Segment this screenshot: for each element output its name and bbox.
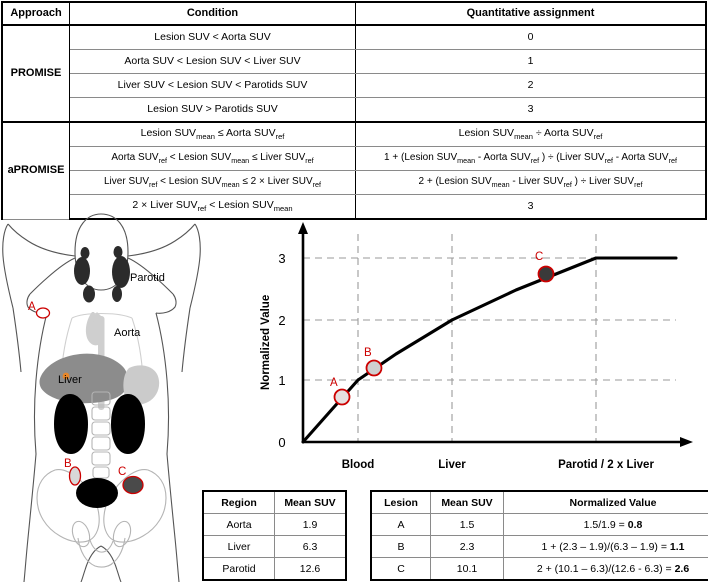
table-row: [2, 171, 706, 195]
assignment-cell: 1 + (Lesion $SUV_{mean}$ - Aorta $SUV_{ref}$ ) ÷ (Liver $SUV_{ref}$ - Aorta $SUV_{ref}$: [356, 147, 707, 171]
table-header-row: [203, 491, 346, 514]
assignment-cell: 3: [356, 195, 707, 220]
condition-cell: Aorta SUV < Lesion SUV < Liver SUV: [70, 50, 356, 74]
table-row: [371, 514, 708, 536]
data-point-label-a: A: [330, 377, 338, 389]
table-row: [203, 536, 346, 558]
table-header-row: [371, 491, 708, 514]
lesion-suv-cell: 10.1: [431, 558, 504, 581]
approach-label-apromise: aPROMISE: [2, 122, 70, 219]
promise-criteria-table: [1, 1, 707, 220]
region-name-cell: Aorta: [203, 514, 275, 536]
aorta-label: Aorta: [114, 327, 141, 339]
condition-cell: Liver SUV < Lesion SUV < Parotids SUV: [70, 74, 356, 98]
header-lesion: Lesion: [371, 491, 431, 514]
table-row: [203, 514, 346, 536]
lesion-label-a: A: [28, 301, 36, 313]
x-tick-label-liver: Liver: [438, 459, 466, 471]
lesion-normalized-cell: 2 + (10.1 – 6.3)/(12.6 - 6.3) = 2.6: [504, 558, 708, 581]
region-suv-cell: 1.9: [275, 514, 347, 536]
data-point-b: [367, 361, 382, 376]
assignment-cell: 2 + (Lesion $SUV_{mean}$ - Liver $SUV_{ref}$ ) ÷ Liver $SUV_{ref}$: [356, 171, 707, 195]
header-normalized-value: Normalized Value: [504, 491, 708, 514]
table-row: [2, 98, 706, 123]
lesion-label-b: B: [64, 458, 72, 470]
y-tick-label-0: 0: [278, 435, 286, 450]
lesion-id-cell: C: [371, 558, 431, 581]
x-axis-arrow-icon: [680, 437, 693, 447]
table-row: [371, 536, 708, 558]
parotid-glands-icon: [74, 246, 130, 303]
lesion-normalized-value-table: [370, 490, 708, 581]
table-header-row: [2, 2, 706, 25]
condition-cell: Aorta $SUV_{ref}$ < Lesion $SUV_{mean}$ ≤ Liver $SUV_{ref}$: [70, 147, 356, 171]
y-axis-label: Normalized Value: [260, 294, 272, 390]
lesion-suv-cell: 1.5: [431, 514, 504, 536]
liver-label: Liver: [58, 374, 82, 386]
assignment-cell: 0: [356, 25, 707, 50]
table-row: [2, 74, 706, 98]
y-axis-arrow-icon: [298, 222, 308, 234]
assignment-cell: Lesion $SUV_{mean}$ ÷ Aorta $SUV_{ref}$: [356, 122, 707, 147]
condition-cell: Lesion SUV > Parotids SUV: [70, 98, 356, 123]
approach-label-promise: PROMISE: [2, 25, 70, 122]
lesion-normalized-cell: 1.5/1.9 = 0.8: [504, 514, 708, 536]
header-mean-suv: Mean SUV: [275, 491, 347, 514]
lesion-id-cell: A: [371, 514, 431, 536]
table-row: [2, 50, 706, 74]
region-suv-cell: 12.6: [275, 558, 347, 581]
liver-icon: [40, 354, 128, 404]
bladder-icon: [76, 478, 118, 508]
lesion-id-cell: B: [371, 536, 431, 558]
assignment-cell: 2: [356, 74, 707, 98]
condition-cell: Lesion $SUV_{mean}$ ≤ Aorta $SUV_{ref}$: [70, 122, 356, 147]
chart-axes: [303, 230, 684, 442]
region-mean-suv-table: [202, 490, 347, 581]
lesion-normalized-cell: 1 + (2.3 – 1.9)/(6.3 – 1.9) = 1.1: [504, 536, 708, 558]
header-approach: Approach: [2, 2, 70, 25]
header-quantitative-assignment: Quantitative assignment: [356, 2, 707, 25]
header-condition: Condition: [70, 2, 356, 25]
x-tick-label-blood: Blood: [341, 459, 375, 471]
condition-cell: 2 × Liver $SUV_{ref}$ < Lesion $SUV_{mean}$: [70, 195, 356, 220]
table-row: [203, 558, 346, 581]
assignment-cell: 1: [356, 50, 707, 74]
lesion-marker-c: [123, 477, 143, 494]
condition-cell: Liver $SUV_{ref}$ < Lesion $SUV_{mean} \le 2$ × Liver $SUV_{ref}$: [70, 171, 356, 195]
data-point-a: [335, 390, 350, 405]
chart-gridlines: [303, 234, 676, 442]
table-row: [2, 25, 706, 50]
header-region: Region: [203, 491, 275, 514]
criteria-table-body: [2, 25, 706, 219]
parotid-label: Parotid: [130, 272, 165, 284]
header-mean-suv: Mean SUV: [431, 491, 504, 514]
table-row: [371, 558, 708, 581]
normalization-curve: [303, 258, 676, 442]
lesion-label-c: C: [118, 466, 127, 478]
table-row: [2, 122, 706, 147]
data-point-c: [539, 267, 554, 282]
assignment-cell: 3: [356, 98, 707, 123]
region-name-cell: Liver: [203, 536, 275, 558]
table-row: [2, 147, 706, 171]
y-tick-label-3: 3: [278, 251, 286, 266]
spine-icon: [92, 392, 110, 478]
region-name-cell: Parotid: [203, 558, 275, 581]
y-tick-label-1: 1: [278, 373, 286, 388]
data-point-label-c: C: [535, 251, 544, 263]
normalization-curve-chart: [256, 214, 708, 480]
lesion-suv-cell: 2.3: [431, 536, 504, 558]
region-suv-cell: 6.3: [275, 536, 347, 558]
x-tick-label-parotid: Parotid / 2 x Liver: [558, 459, 654, 471]
y-tick-label-2: 2: [278, 313, 286, 328]
lesion-marker-a: [37, 308, 50, 318]
condition-cell: Lesion SUV < Aorta SUV: [70, 25, 356, 50]
data-point-label-b: B: [364, 347, 372, 359]
